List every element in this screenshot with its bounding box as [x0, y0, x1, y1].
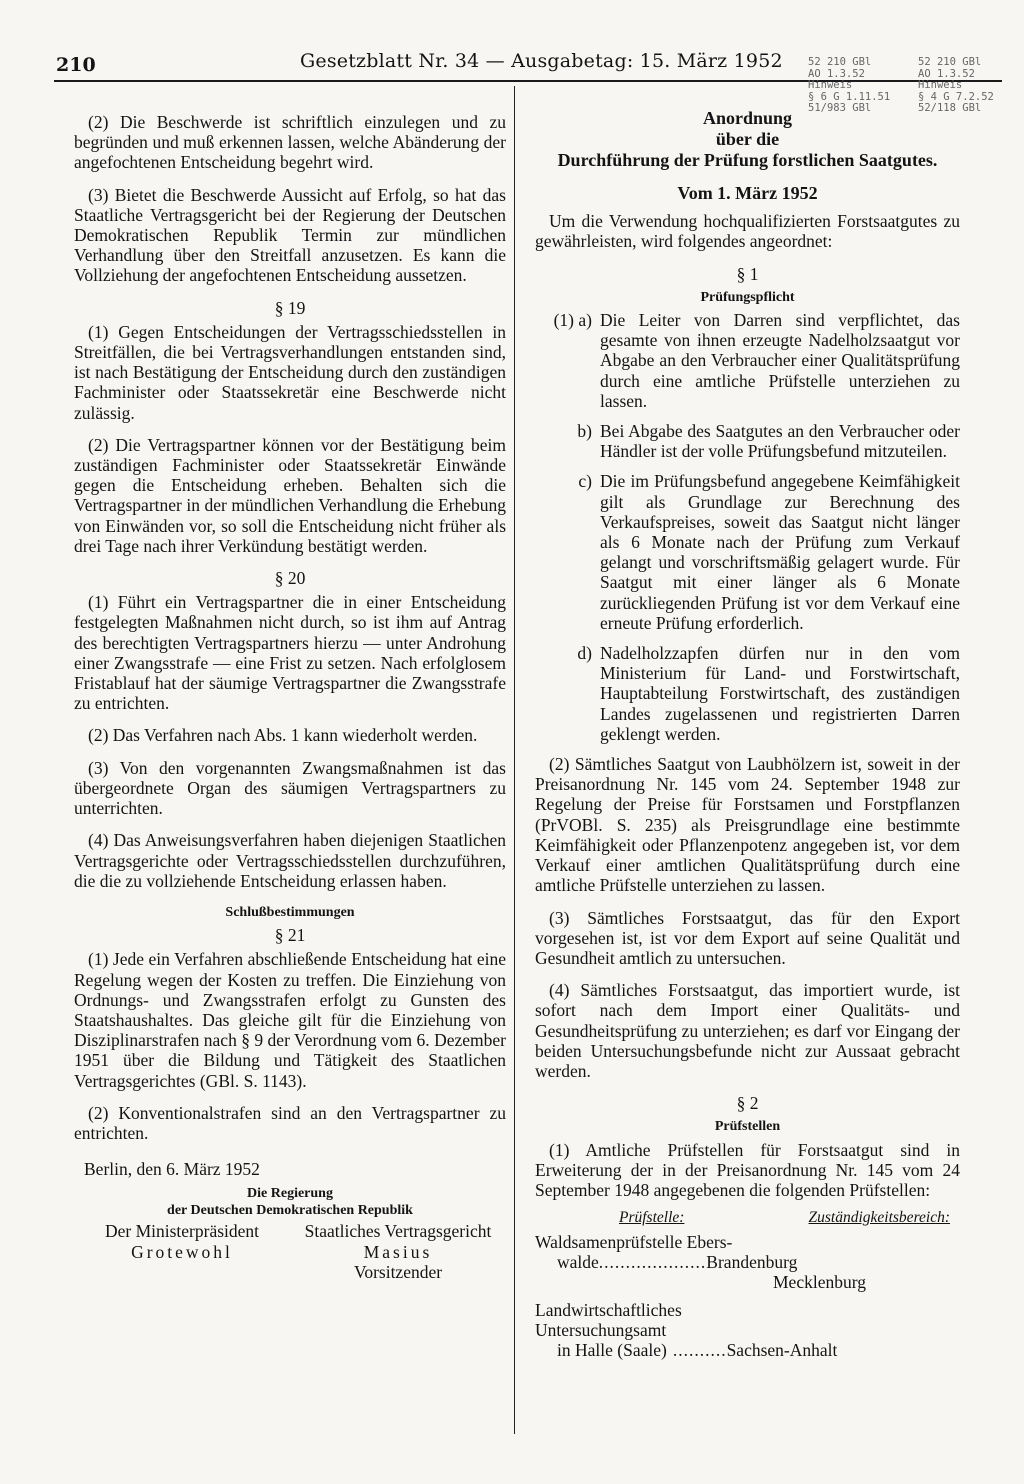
paragraph: (2) Das Verfahren nach Abs. 1 kann wiederholt werden. [88, 725, 478, 746]
column-header: Zuständigkeitsbereich: [808, 1209, 950, 1227]
list-label: (1) a) [553, 310, 592, 331]
paragraph: (2) Sämtliches Saatgut von Laubhölzern ist, soweit in der Preisanordnung Nr. 145 vom 24. September 1948 zur Regelung der Preise für Forstsamen und Forstpflanzen (PrVOBl. S. 235) als Preisgrundlage eine bestimmte Keimfähigkeit oder Pflanzenpotenz angegeben ist, vor dem Verkauf einer amtlichen Qualitätsprüfung durch eine amtliche Prüfstelle unterziehen zu lassen. [535, 754, 960, 896]
signatory-name: Masius [363, 1241, 433, 1262]
table-cell-text: Sachsen-Anhalt [726, 1340, 838, 1361]
government-line-1: Die Regierung [247, 1186, 333, 1202]
table-cell-text: walde [557, 1252, 599, 1273]
ordinance-date: Vom 1. März 1952 [677, 183, 818, 203]
section-subheading: Prüfstellen [714, 1119, 781, 1135]
table-header [619, 1208, 950, 1228]
signature-block-court [290, 1221, 506, 1282]
paragraph: (1) Jede ein Verfahren abschließende Entscheidung hat eine Regelung wegen der Kosten zu treffen. Die Einziehung von Ordnungs- und Zwangsstrafen erfolgt zu Gunsten des Staatshaushaltes. Das gleiche gilt für die Einziehung von Disziplinarstrafen nach § 9 der Verordnung vom 6. Dezember 1951 über die Bildung und Tätigkeit des Staatlichen Vertragsgerichtes (GBl. S. 1143). [74, 949, 506, 1091]
margin-note-right: 52 210 GBl AO 1.3.52 Hinweis § 4 G 7.2.52 52/118 GBl [918, 56, 994, 114]
list-item [535, 421, 960, 461]
section-subheading: Prüfungspflicht [700, 289, 795, 305]
paragraph: (3) Von den vorgenannten Zwangsmaßnahmen ist das übergeordnete Organ des säumigen Vertragspartners zu unterrichten. [74, 757, 506, 819]
table-row [535, 1300, 960, 1360]
paragraph: Um die Verwendung hochqualifizierten Forstsaatgutes zu gewährleisten, wird folgendes angeordnet: [535, 211, 960, 252]
list-item [535, 643, 960, 744]
title-line: über die [715, 129, 780, 149]
page-header-title: Gesetzblatt Nr. 34 — Ausgabetag: 15. März 1952 [300, 50, 783, 72]
table-cell: Waldsamenprüfstelle Ebers- [535, 1232, 733, 1253]
title-line: Anordnung [702, 108, 793, 128]
column-divider [514, 86, 515, 1434]
place-date: Berlin, den 6. März 1952 [84, 1159, 260, 1180]
list-label: c) [578, 471, 592, 492]
column-header: Prüfstelle: [619, 1209, 685, 1227]
list-text: Bei Abgabe des Saatgutes an den Verbraucher oder Händler ist der volle Prüfungsbefund mitzuteilen. [600, 421, 960, 462]
list-text: Die Leiter von Darren sind verpflichtet, das gesamte von ihnen erzeugte Nadelholzsaatgut vor Abgabe an den Verbraucher einer Qualitätsprüfung durch eine amtliche Prüfstelle unterziehen zu lassen. [600, 310, 960, 411]
table-cell-text: Brandenburg [706, 1252, 798, 1273]
paragraph: (1) Amtliche Prüfstellen für Forstsaatgut sind in Erweiterung der in der Preisanordnung Nr. 145 vom 24 September 1948 angegebenen die folgenden Prüfstellen: [535, 1139, 960, 1200]
list-label: b) [577, 421, 592, 442]
list-text: Die im Prüfungsbefund angegebene Keimfähigkeit gilt als Grundlage zur Berechnung des Verkaufspreises, soweit das Saatgut nicht länger als 6 Monate nach der Prüfung zum Verkauf gelangt und vorschriftsmäßig gelagert wurde. Für Saatgut mit einer länger als 6 Monate zurückliegenden Prüfung ist vor dem Verkauf eine erneute Prüfung erforderlich. [600, 471, 960, 633]
table-cell: Landwirtschaftliches [535, 1300, 682, 1321]
list-text: Nadelholzzapfen dürfen nur in den vom Ministerium für Land- und Forstwirtschaft, Hauptabteilung Forstwirtschaft, des zuständigen Landes zugelassenen und registrierten Darren geklengt werden. [600, 643, 960, 744]
signatures [74, 1221, 506, 1282]
section-heading-19: § 19 [274, 297, 306, 318]
paragraph: (1) Führt ein Vertragspartner die in einer Entscheidung festgelegten Maßnahmen nicht durch, so ist ihm auf Antrag des berechtigten Vertragspartners hierzu — unter Androhung einer Zwangsstrafe — eine Frist zu setzen. Nach erfolglosem Fristablauf hat der säumige Vertragspartner die Zwangsstrafe zu entrichten. [74, 592, 506, 714]
table-cell [535, 1340, 960, 1360]
paragraph: (4) Sämtliches Forstsaatgut, das importiert wurde, ist sofort nach dem Import einer Qualitäts- und Gesundheitsprüfung zu unterziehen; es darf vor Eingang der beiden Untersuchungsbefunde nicht zur Aussaat gebracht werden. [535, 980, 960, 1081]
paragraph: (3) Sämtliches Forstsaatgut, das für den Export vorgesehen ist, ist vor dem Export auf seine Qualität und Gesundheit amtlich zu untersuchen. [535, 907, 960, 968]
paragraph: (2) Die Vertragspartner können vor der Bestätigung beim zuständigen Fachminister oder Staatssekretär Einwände gegen die Entscheidung erheben. Behalten sich die Vertragspartner in der mündlichen Verhandlung die Erhebung von Einwänden vor, so soll die Entscheidung nicht früher als drei Tage nach ihrer Verkündung bestätigt werden. [74, 434, 506, 556]
signatory-title: Staatliches Vertragsgericht [304, 1221, 492, 1242]
margin-note-left: 52 210 GBl AO 1.3.52 Hinweis § 6 G 1.11.51 51/983 GBl [808, 56, 891, 114]
section-heading-1: § 1 [736, 263, 759, 284]
right-column [535, 108, 960, 1360]
paragraph: (1) Gegen Entscheidungen der Vertragsschiedsstellen in Streitfällen, die bei Vertragsverhandlungen entstanden sind, ist nach Bestätigung der Entscheidung durch den zuständigen Fachminister oder Staatssekretär eine Beschwerde nicht zulässig. [74, 321, 506, 423]
page-number: 210 [56, 54, 96, 76]
leader-dots: .................... [598, 1252, 707, 1273]
paragraph: (4) Das Anweisungsverfahren haben diejenigen Staatlichen Vertragsgerichte oder Vertragsschiedsstellen durchzuführen, die die zu vollziehende Entscheidung erlassen haben. [74, 830, 506, 891]
section-heading-21: § 21 [274, 925, 306, 946]
paragraph: (2) Die Beschwerde ist schriftlich einzulegen und zu begründen und muß erkennen lassen, welche Abänderung der angefochtenen Entscheidung begehrt wird. [74, 112, 506, 173]
signatory-name: Grotewohl [131, 1241, 233, 1262]
left-column [74, 112, 506, 1282]
table-cell-text: in Halle (Saale) [557, 1340, 667, 1361]
leader-dots: .......... [672, 1340, 727, 1361]
table-cell: Untersuchungsamt [535, 1320, 667, 1341]
paragraph: (3) Bietet die Beschwerde Aussicht auf Erfolg, so hat das Staatliche Vertragsgericht bei der Regierung der Deutschen Demokratischen Republik Termin zur mündlichen Verhandlung über den Streitfall anzusetzen. Es kann die Vollziehung der angefochtenen Entscheidung aussetzen. [74, 184, 506, 286]
list-label: d) [577, 643, 592, 664]
signatory-role: Vorsitzender [353, 1261, 443, 1282]
section-heading-20: § 20 [274, 568, 306, 589]
list-item [535, 310, 960, 411]
signatory-title: Der Ministerpräsident [104, 1221, 260, 1242]
list-item [535, 471, 960, 633]
table-cell [535, 1252, 960, 1272]
signature-block-pm [74, 1221, 290, 1282]
table-cell: Mecklenburg [773, 1272, 866, 1293]
title-line: Durchführung der Prüfung forstlichen Saatgutes. [557, 150, 938, 170]
table-row [535, 1232, 960, 1292]
paragraph: (2) Konventionalstrafen sind an den Vertragspartner zu entrichten. [74, 1102, 506, 1143]
ordinance-title [535, 108, 960, 171]
government-line-2: der Deutschen Demokratischen Republik [167, 1203, 413, 1219]
final-provisions-heading: Schlußbestimmungen [225, 904, 355, 920]
section-heading-2: § 2 [736, 1093, 759, 1114]
